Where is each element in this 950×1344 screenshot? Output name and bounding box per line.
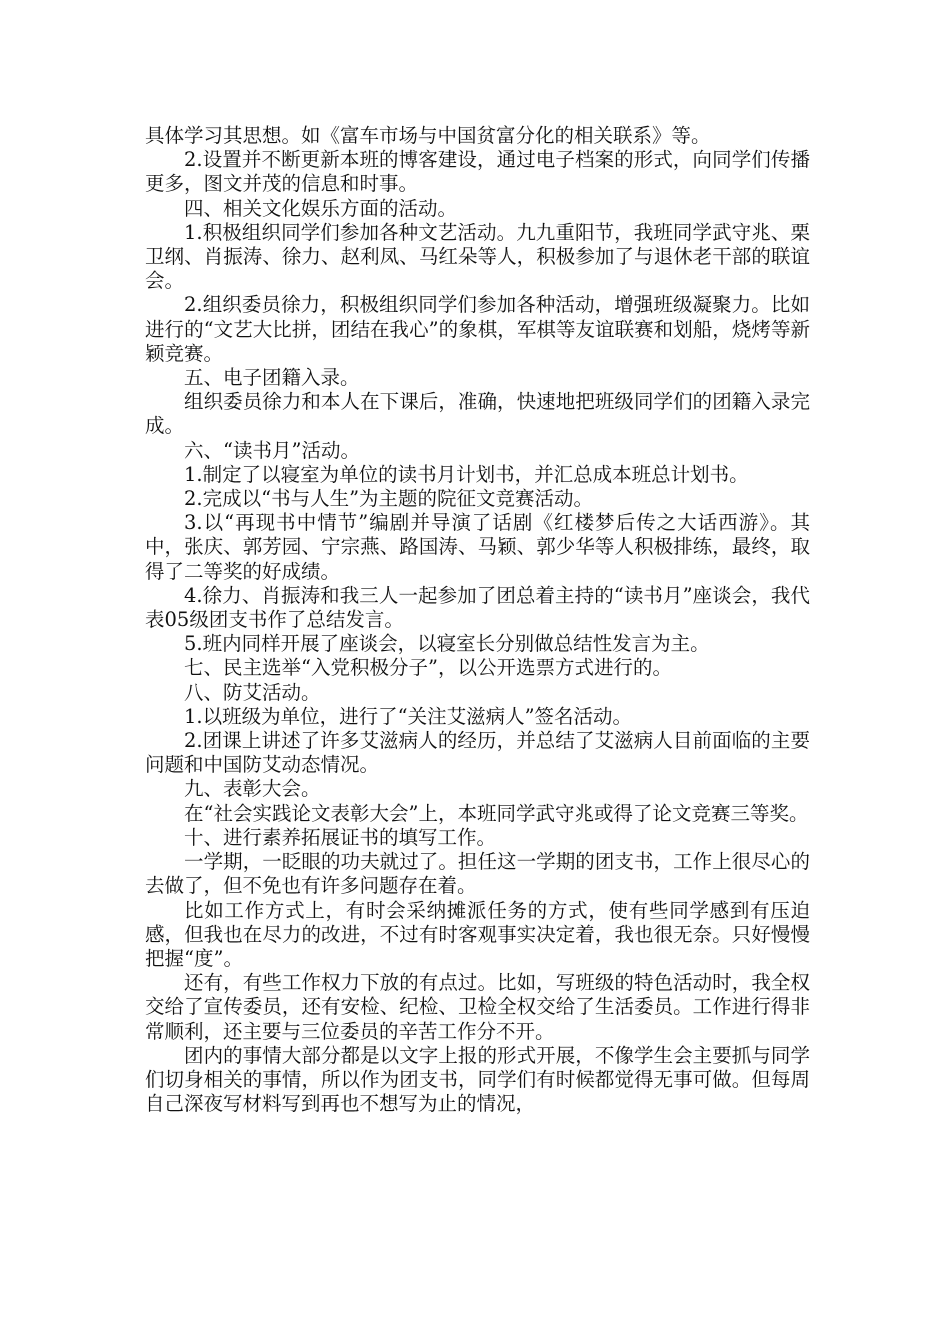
paragraph: 2.设置并不断更新本班的博客建设，通过电子档案的形式，向同学们传播更多，图文并茂的信息和时事。 <box>145 148 810 196</box>
paragraph: 1.以班级为单位，进行了“关注艾滋病人”签名活动。 <box>184 704 633 728</box>
paragraph: 4.徐力、肖振涛和我三人一起参加了团总着主持的“读书月”座谈会，我代表05级团支书作了总结发言。 <box>145 583 810 632</box>
paragraph: 组织委员徐力和本人在下课后，准确，快速地把班级同学们的团籍入录完成。 <box>145 390 810 438</box>
paragraph: 2.完成以“书与人生”为主题的院征文竞赛活动。 <box>184 487 594 511</box>
paragraph: 九、表彰大会。 <box>184 777 321 801</box>
paragraph: 3.以“再现书中情节”编剧并导演了话剧《红楼梦后传之大话西游》。其中，张庆、郭芳园、宁宗燕、路国涛、马颖、郭少华等人积极排练，最终，取得了二等奖的好成绩。 <box>145 511 810 583</box>
paragraph: 一学期，一眨眼的功夫就过了。担任这一学期的团支书，工作上很尽心的去做了，但不免也有许多问题存在着。 <box>145 850 810 898</box>
document-body <box>145 124 810 1116</box>
paragraph: 六、“读书月”活动。 <box>184 438 360 462</box>
paragraph: 七、民主选举“入党积极分子”，以公开选票方式进行的。 <box>184 656 672 680</box>
paragraph: 1.制定了以寝室为单位的读书月计划书，并汇总成本班总计划书。 <box>184 462 749 486</box>
paragraph: 1.积极组织同学们参加各种文艺活动。九九重阳节，我班同学武守兆、栗卫纲、肖振涛、徐力、赵利凤、马红朵等人，积极参加了与退休老干部的联谊会。 <box>145 220 810 293</box>
paragraph: 2.团课上讲述了许多艾滋病人的经历，并总结了艾滋病人目前面临的主要问题和中国防艾动态情况。 <box>145 729 810 777</box>
paragraph: 四、相关文化娱乐方面的活动。 <box>184 196 458 220</box>
paragraph: 五、电子团籍入录。 <box>184 366 360 390</box>
paragraph: 具体学习其思想。如《富车市场与中国贫富分化的相关联系》等。 <box>145 124 711 147</box>
paragraph: 十、进行素养拓展证书的填写工作。 <box>184 825 497 849</box>
paragraph: 八、防艾活动。 <box>184 680 321 704</box>
paragraph: 5.班内同样开展了座谈会，以寝室长分别做总结性发言为主。 <box>184 632 710 656</box>
paragraph: 2.组织委员徐力，积极组织同学们参加各种活动，增强班级凝聚力。比如进行的“文艺大比拼，团结在我心”的象棋，军棋等友谊联赛和划船，烧烤等新颖竞赛。 <box>145 293 810 365</box>
paragraph: 比如工作方式上，有时会采纳摊派任务的方式，使有些同学感到有压迫感，但我也在尽力的改进，不过有时客观事实决定着，我也很无奈。只好慢慢把握“度”。 <box>145 898 810 970</box>
paragraph: 还有，有些工作权力下放的有点过。比如，写班级的特色活动时，我全权交给了宣传委员，还有安检、纪检、卫检全权交给了生活委员。工作进行得非常顺利，还主要与三位委员的辛苦工作分不开。 <box>145 971 810 1043</box>
paragraph: 在“社会实践论文表彰大会”上，本班同学武守兆或得了论文竞赛三等奖。 <box>184 801 809 825</box>
paragraph: 团内的事情大部分都是以文字上报的形式开展，不像学生会主要抓与同学们切身相关的事情，所以作为团支书，同学们有时候都觉得无事可做。但每周自己深夜写材料写到再也不想写为止的情况， <box>145 1043 810 1116</box>
